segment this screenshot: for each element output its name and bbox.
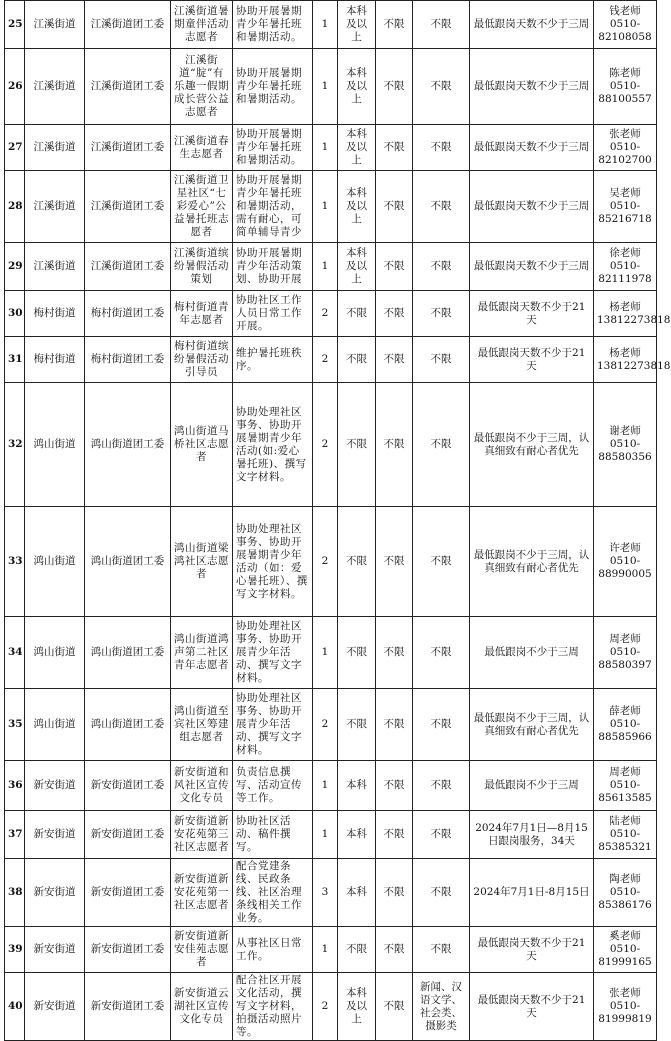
contact-name: 张老师 xyxy=(609,987,641,999)
table-row xyxy=(5,507,657,617)
education-requirement: 本科及以上 xyxy=(338,49,376,125)
other-requirement: 新闻、汉语文学、社会类、摄影类 xyxy=(413,973,470,1041)
headcount: 1 xyxy=(313,761,338,811)
headcount: 2 xyxy=(313,383,338,507)
position-name: 新安街道和风社区宣传文化专员 xyxy=(171,761,233,811)
table-row xyxy=(5,125,657,171)
contact-name: 钱老师 xyxy=(609,5,641,17)
table-row xyxy=(5,859,657,927)
table-row xyxy=(5,973,657,1041)
street-name: 梅村街道 xyxy=(25,337,85,383)
contact-phone: 0510-85385321 xyxy=(598,828,652,853)
other-requirement: 不限 xyxy=(413,291,470,337)
table-row xyxy=(5,761,657,811)
contact-phone: 0510-81999165 xyxy=(598,943,652,968)
duty-description: 协助处理社区事务、协助开展青少年活动、撰写文字材料。 xyxy=(233,617,313,689)
education-requirement: 不限 xyxy=(338,337,376,383)
row-number: 38 xyxy=(5,859,25,927)
contact-cell xyxy=(594,507,657,617)
row-number: 29 xyxy=(5,243,25,291)
contact-phone: 0510-85386176 xyxy=(598,886,652,911)
position-name: 江溪街道缤纷暑假活动策划 xyxy=(171,243,233,291)
position-name: 梅村街道青年志愿者 xyxy=(171,291,233,337)
other-requirement: 不限 xyxy=(413,243,470,291)
contact-phone: 0510-82108058 xyxy=(598,18,652,43)
position-name: 江溪街道暑期童伴活动志愿者 xyxy=(171,1,233,49)
organizer-unit: 新安街道团工委 xyxy=(85,859,171,927)
duty-description: 配合社区开展文化活动，撰写文字材料，拍摄活动照片等。 xyxy=(233,973,313,1041)
contact-cell xyxy=(594,1,657,49)
contact-cell xyxy=(594,927,657,973)
table-row xyxy=(5,171,657,243)
headcount: 1 xyxy=(313,171,338,243)
headcount: 2 xyxy=(313,291,338,337)
attendance-requirement: 最低跟岗天数不少于三周 xyxy=(470,49,594,125)
attendance-requirement: 最低跟岗不少于三周，认真细致有耐心者优先 xyxy=(470,689,594,761)
table-row xyxy=(5,49,657,125)
street-name: 江溪街道 xyxy=(25,243,85,291)
contact-phone: 13812273818 xyxy=(597,313,671,326)
education-requirement: 不限 xyxy=(338,689,376,761)
row-number: 36 xyxy=(5,761,25,811)
duty-description: 协助处理社区事务、协助开展暑期青少年活动（如：爱心暑托班）、撰写文字材料。 xyxy=(233,507,313,617)
other-requirement: 不限 xyxy=(413,125,470,171)
major-requirement: 不限 xyxy=(376,171,413,243)
row-number: 26 xyxy=(5,49,25,125)
other-requirement: 不限 xyxy=(413,1,470,49)
duty-description: 负责信息撰写、活动宣传等工作。 xyxy=(233,761,313,811)
headcount: 1 xyxy=(313,927,338,973)
contact-name: 许老师 xyxy=(609,542,641,554)
duty-description: 协助开展暑期青少年暑托班和暑期活动。 xyxy=(233,49,313,125)
attendance-requirement: 最低跟岗天数不少于21天 xyxy=(470,291,594,337)
education-requirement: 不限 xyxy=(338,507,376,617)
row-number: 35 xyxy=(5,689,25,761)
organizer-unit: 鸿山街道团工委 xyxy=(85,507,171,617)
attendance-requirement: 最低跟岗天数不少于21天 xyxy=(470,927,594,973)
table-row xyxy=(5,243,657,291)
attendance-requirement: 最低跟岗不少于三周，认真细致有耐心者优先 xyxy=(470,383,594,507)
contact-phone: 0510-85613585 xyxy=(598,779,652,804)
other-requirement: 不限 xyxy=(413,927,470,973)
other-requirement: 不限 xyxy=(413,811,470,859)
headcount: 1 xyxy=(313,617,338,689)
organizer-unit: 鸿山街道团工委 xyxy=(85,689,171,761)
street-name: 新安街道 xyxy=(25,811,85,859)
headcount: 2 xyxy=(313,973,338,1041)
organizer-unit: 新安街道团工委 xyxy=(85,761,171,811)
contact-name: 周老师 xyxy=(609,766,641,778)
education-requirement: 本科及以上 xyxy=(338,125,376,171)
major-requirement: 不限 xyxy=(376,761,413,811)
contact-name: 徐老师 xyxy=(609,247,641,259)
contact-name: 杨老师 xyxy=(609,346,641,359)
contact-phone: 0510-88580397 xyxy=(598,646,652,671)
education-requirement: 不限 xyxy=(338,383,376,507)
position-name: 鸿山街道至宾社区筹建组志愿者 xyxy=(171,689,233,761)
education-requirement: 本科 xyxy=(338,859,376,927)
attendance-requirement: 最低跟岗天数不少于三周 xyxy=(470,125,594,171)
attendance-requirement: 最低跟岗天数不少于三周 xyxy=(470,1,594,49)
major-requirement: 不限 xyxy=(376,811,413,859)
major-requirement: 不限 xyxy=(376,689,413,761)
attendance-requirement: 最低跟岗不少于三周 xyxy=(470,617,594,689)
duty-description: 协助社区工作人员日常工作开展。 xyxy=(233,291,313,337)
contact-phone: 0510-82111978 xyxy=(598,260,652,285)
contact-name: 陈老师 xyxy=(609,67,641,79)
contact-phone: 0510-81999819 xyxy=(598,1000,652,1025)
headcount: 1 xyxy=(313,125,338,171)
attendance-requirement: 最低跟岗天数不少于21天 xyxy=(470,973,594,1041)
contact-phone: 0510-88100557 xyxy=(598,80,652,105)
contact-cell xyxy=(594,291,671,337)
position-name: 新安街道云湖社区宣传文化专员 xyxy=(171,973,233,1041)
attendance-requirement: 最低跟岗不少于三周 xyxy=(470,761,594,811)
duty-description: 协助开展暑期青少年暑托班和暑期活动，需有耐心，可简单辅导青少 xyxy=(233,171,313,243)
street-name: 鸿山街道 xyxy=(25,383,85,507)
row-number: 25 xyxy=(5,1,25,49)
major-requirement: 不限 xyxy=(376,507,413,617)
position-name: 鸿山街道梁鸿社区志愿者 xyxy=(171,507,233,617)
other-requirement: 不限 xyxy=(413,761,470,811)
table-row xyxy=(5,689,657,761)
contact-name: 谢老师 xyxy=(609,425,641,437)
contact-phone: 0510-88585966 xyxy=(598,718,652,743)
organizer-unit: 新安街道团工委 xyxy=(85,927,171,973)
major-requirement: 不限 xyxy=(376,49,413,125)
headcount: 3 xyxy=(313,859,338,927)
major-requirement: 不限 xyxy=(376,243,413,291)
headcount: 1 xyxy=(313,243,338,291)
duty-description: 协助开展暑期青少年暑托班和暑期活动。 xyxy=(233,1,313,49)
street-name: 新安街道 xyxy=(25,761,85,811)
major-requirement: 不限 xyxy=(376,1,413,49)
attendance-requirement: 最低跟岗天数不少于21天 xyxy=(470,337,594,383)
row-number: 28 xyxy=(5,171,25,243)
row-number: 40 xyxy=(5,973,25,1041)
duty-description: 维护暑托班秩序。 xyxy=(233,337,313,383)
street-name: 鸿山街道 xyxy=(25,617,85,689)
headcount: 2 xyxy=(313,337,338,383)
street-name: 新安街道 xyxy=(25,927,85,973)
table-row xyxy=(5,927,657,973)
street-name: 江溪街道 xyxy=(25,1,85,49)
table-body xyxy=(5,1,671,1041)
contact-cell xyxy=(594,761,657,811)
attendance-requirement: 最低跟岗天数不少于三周 xyxy=(470,171,594,243)
other-requirement: 不限 xyxy=(413,383,470,507)
other-requirement: 不限 xyxy=(413,859,470,927)
education-requirement: 本科及以上 xyxy=(338,973,376,1041)
contact-name: 陆老师 xyxy=(609,815,641,827)
recruitment-table-wrapper xyxy=(4,0,671,1041)
duty-description: 从事社区日常工作。 xyxy=(233,927,313,973)
headcount: 1 xyxy=(313,811,338,859)
attendance-requirement: 2024年7月1日-8月15日 xyxy=(470,859,594,927)
attendance-requirement: 最低跟岗不少于三周，认真细致有耐心者优先 xyxy=(470,507,594,617)
major-requirement: 不限 xyxy=(376,383,413,507)
organizer-unit: 梅村街道团工委 xyxy=(85,337,171,383)
position-name: 新安街道新安花苑第三社区志愿者 xyxy=(171,811,233,859)
other-requirement: 不限 xyxy=(413,49,470,125)
contact-name: 陶老师 xyxy=(609,873,641,885)
duty-description: 协助处理社区事务、协助开展暑期青少年活动(如:爱心暑托班)、撰写文字材料。 xyxy=(233,383,313,507)
headcount: 1 xyxy=(313,1,338,49)
headcount: 2 xyxy=(313,507,338,617)
major-requirement: 不限 xyxy=(376,927,413,973)
street-name: 鸿山街道 xyxy=(25,507,85,617)
table-row xyxy=(5,337,657,383)
major-requirement: 不限 xyxy=(376,125,413,171)
position-name: 新安街道新安花苑第一社区志愿者 xyxy=(171,859,233,927)
organizer-unit: 鸿山街道团工委 xyxy=(85,617,171,689)
education-requirement: 本科及以上 xyxy=(338,171,376,243)
contact-phone: 0510-88580356 xyxy=(598,438,652,463)
table-row xyxy=(5,617,657,689)
contact-name: 张老师 xyxy=(609,128,641,140)
education-requirement: 本科及以上 xyxy=(338,1,376,49)
education-requirement: 不限 xyxy=(338,617,376,689)
contact-name: 杨老师 xyxy=(609,300,641,313)
contact-cell xyxy=(594,383,657,507)
organizer-unit: 新安街道团工委 xyxy=(85,973,171,1041)
position-name: 梅村街道缤纷暑假活动引导员 xyxy=(171,337,233,383)
headcount: 1 xyxy=(313,49,338,125)
row-number: 33 xyxy=(5,507,25,617)
street-name: 江溪街道 xyxy=(25,171,85,243)
street-name: 江溪街道 xyxy=(25,49,85,125)
major-requirement: 不限 xyxy=(376,973,413,1041)
major-requirement: 不限 xyxy=(376,617,413,689)
row-number: 39 xyxy=(5,927,25,973)
position-name: 江溪街道卫星社区“七彩爱心”公益暑托班志愿者 xyxy=(171,171,233,243)
table-row xyxy=(5,291,657,337)
contact-phone: 0510-82102700 xyxy=(598,141,652,166)
major-requirement: 不限 xyxy=(376,337,413,383)
organizer-unit: 江溪街道团工委 xyxy=(85,125,171,171)
street-name: 新安街道 xyxy=(25,859,85,927)
organizer-unit: 江溪街道团工委 xyxy=(85,171,171,243)
education-requirement: 本科 xyxy=(338,761,376,811)
row-number: 30 xyxy=(5,291,25,337)
duty-description: 配合党建条线、民政条线、社区治理条线相关工作业务。 xyxy=(233,859,313,927)
row-number: 32 xyxy=(5,383,25,507)
table-row xyxy=(5,383,657,507)
duty-description: 协助社区活动、稿件撰写。 xyxy=(233,811,313,859)
major-requirement: 不限 xyxy=(376,291,413,337)
organizer-unit: 江溪街道团工委 xyxy=(85,243,171,291)
row-number: 31 xyxy=(5,337,25,383)
duty-description: 协助开展暑期青少年活动策划、协助开展 xyxy=(233,243,313,291)
contact-cell xyxy=(594,689,657,761)
street-name: 江溪街道 xyxy=(25,125,85,171)
position-name: 江溪街道“腚”有乐趣一假期成长营公益志愿者 xyxy=(171,49,233,125)
contact-phone: 0510-88990005 xyxy=(598,555,652,580)
duty-description: 协助开展暑期青少年暑托班和暑期活动。 xyxy=(233,125,313,171)
contact-cell xyxy=(594,125,657,171)
contact-name: 奚老师 xyxy=(609,930,641,942)
other-requirement: 不限 xyxy=(413,507,470,617)
other-requirement: 不限 xyxy=(413,337,470,383)
contact-cell xyxy=(594,973,657,1041)
street-name: 梅村街道 xyxy=(25,291,85,337)
duty-description: 协助处理社区事务、协助开展青少年活动、撰写文字材料。 xyxy=(233,689,313,761)
position-name: 鸿山街道鸿声第二社区青年志愿者 xyxy=(171,617,233,689)
street-name: 新安街道 xyxy=(25,973,85,1041)
contact-cell xyxy=(594,337,671,383)
attendance-requirement: 2024年7月1日—8月15日跟岗服务，34天 xyxy=(470,811,594,859)
table-row xyxy=(5,811,657,859)
position-name: 新安街道新安佳苑志愿者 xyxy=(171,927,233,973)
contact-cell xyxy=(594,811,657,859)
attendance-requirement: 最低跟岗天数不少于三周 xyxy=(470,243,594,291)
other-requirement: 不限 xyxy=(413,171,470,243)
position-name: 江溪街道春生志愿者 xyxy=(171,125,233,171)
education-requirement: 本科 xyxy=(338,811,376,859)
row-number: 37 xyxy=(5,811,25,859)
contact-name: 吴老师 xyxy=(609,187,641,199)
contact-phone: 13812273818 xyxy=(597,359,671,372)
organizer-unit: 江溪街道团工委 xyxy=(85,1,171,49)
contact-name: 周老师 xyxy=(609,633,641,645)
other-requirement: 不限 xyxy=(413,617,470,689)
contact-cell xyxy=(594,171,657,243)
major-requirement: 不限 xyxy=(376,859,413,927)
contact-cell xyxy=(594,617,657,689)
organizer-unit: 鸿山街道团工委 xyxy=(85,383,171,507)
organizer-unit: 江溪街道团工委 xyxy=(85,49,171,125)
education-requirement: 不限 xyxy=(338,927,376,973)
education-requirement: 不限 xyxy=(338,291,376,337)
contact-cell xyxy=(594,859,657,927)
row-number: 34 xyxy=(5,617,25,689)
table-row xyxy=(5,1,657,49)
contact-cell xyxy=(594,49,657,125)
position-name: 鸿山街道马桥社区志愿者 xyxy=(171,383,233,507)
education-requirement: 本科及以上 xyxy=(338,243,376,291)
contact-phone: 0510-85216718 xyxy=(598,200,652,225)
headcount: 2 xyxy=(313,689,338,761)
other-requirement: 不限 xyxy=(413,689,470,761)
organizer-unit: 梅村街道团工委 xyxy=(85,291,171,337)
street-name: 鸿山街道 xyxy=(25,689,85,761)
row-number: 27 xyxy=(5,125,25,171)
contact-name: 薛老师 xyxy=(609,705,641,717)
organizer-unit: 新安街道团工委 xyxy=(85,811,171,859)
recruitment-table xyxy=(4,0,671,1041)
contact-cell xyxy=(594,243,657,291)
